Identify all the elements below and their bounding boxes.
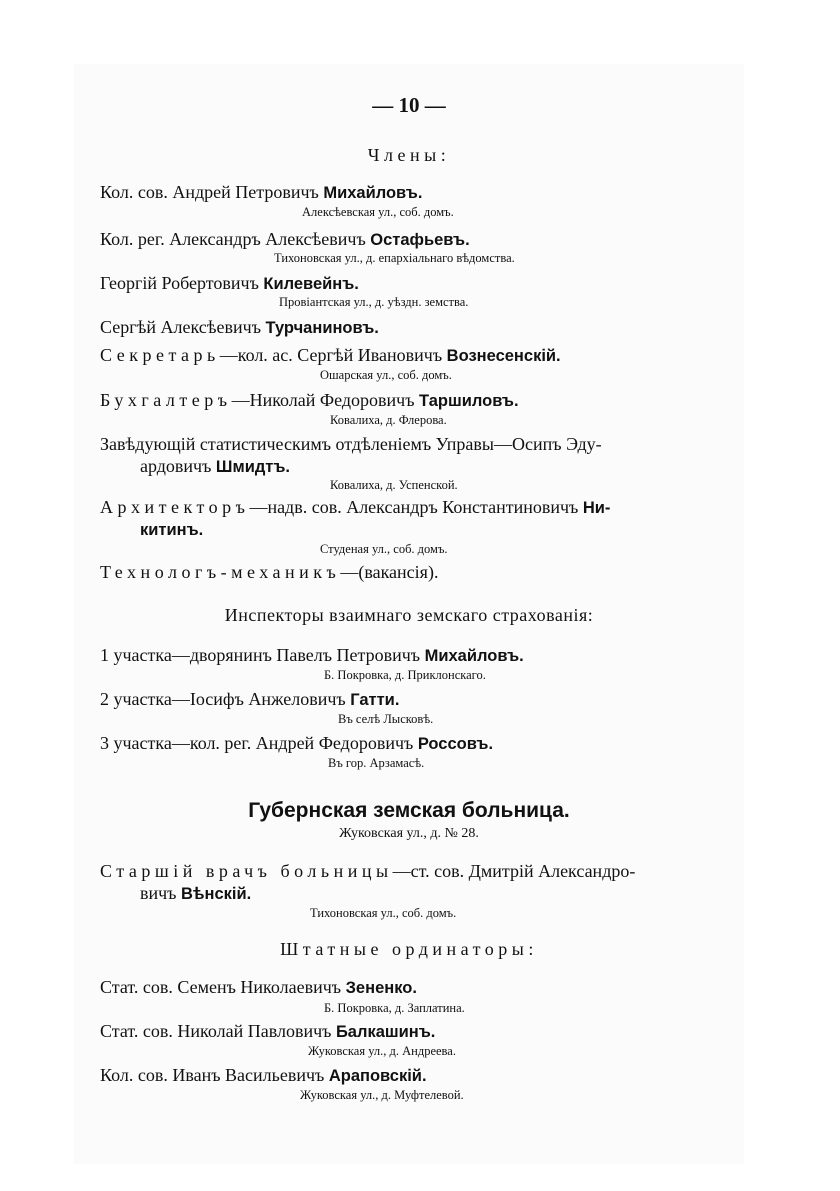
member-surname: Килевейнъ. [263,275,359,293]
statistics-entry-line1: Завѣдующій статистическимъ отдѣленіемъ Управы—Осипъ Эду- [100,434,602,454]
staff-heading: Штатные ординаторы: [280,939,538,959]
member-entry: Сергѣй Алексѣевичъ Турчаниновъ. [100,317,379,337]
staff-surname: Араповскій. [328,1067,427,1085]
technologist-entry: Технологъ-механикъ—(вакансія). [100,562,439,582]
chief-doctor-entry: Старшій врачъ больницы—ст. сов. Дмитрій Александро- [100,861,636,881]
staff-surname: Зененко. [345,979,417,997]
staff-address: Жуковская ул., д. Муфтелевой. [300,1088,464,1102]
member-address: Провіантская ул., д. уѣздн. земства. [279,295,469,309]
member-surname: Михайловъ. [323,184,423,202]
secretary-address: Ошарская ул., соб. домъ. [320,368,452,382]
accountant-address: Ковалиха, д. Флерова. [330,413,447,427]
staff-entry: Кол. сов. Иванъ Васильевичъ Араповскій. [100,1065,427,1085]
member-entry: Георгій Робертовичъ Килевейнъ. [100,273,359,293]
statistics-address: Ковалиха, д. Успенской. [330,478,458,492]
staff-entry: Стат. сов. Николай Павловичъ Балкашинъ. [100,1021,436,1041]
staff-entry: Стат. сов. Семенъ Николаевичъ Зененко. [100,977,417,997]
accountant-entry: Бухгалтеръ—Николай Федоровичъ Таршиловъ. [100,390,519,410]
member-surname: Турчаниновъ. [265,319,379,337]
architect-address: Студеная ул., соб. домъ. [320,542,448,556]
inspector-entry: 2 участка—Іосифъ Анжеловичъ Гатти. [100,689,400,709]
members-heading: Члены: [367,145,451,165]
secretary-surname: Вознесенскій. [446,347,561,365]
accountant-surname: Таршиловъ. [419,392,519,410]
inspector-surname: Гатти. [350,691,400,709]
member-entry: Кол. сов. Андрей Петровичъ Михайловъ. [100,182,423,202]
chief-doctor-line2: вичъ Вѣнскій. [140,883,252,903]
architect-surname-cont: китинъ. [140,521,204,539]
inspectors-heading: Инспекторы взаимнаго земскаго страхованія: [224,605,594,625]
chief-doctor-address: Тихоновская ул., соб. домъ. [310,906,457,920]
statistics-entry-line2: ардовичъ Шмидтъ. [140,456,291,476]
member-surname: Остафьевъ. [370,231,470,249]
inspector-entry: 1 участка—дворянинъ Павелъ Петровичъ Михайловъ. [100,645,524,665]
page-number: — 10 — [372,93,446,117]
document-page [74,64,744,1164]
architect-surname: Ни- [582,499,611,517]
chief-doctor-surname: Вѣнскій. [181,885,252,903]
member-address: Тихоновская ул., д. епархіальнаго вѣдомства. [274,251,515,265]
staff-surname: Балкашинъ. [335,1023,436,1041]
inspector-surname: Михайловъ. [424,647,524,665]
hospital-address: Жуковская ул., д. № 28. [339,826,479,841]
hospital-title: Губернская земская больница. [248,799,570,822]
statistics-surname: Шмидтъ. [215,458,291,476]
staff-address: Жуковская ул., д. Андреева. [308,1044,456,1058]
inspector-entry: 3 участка—кол. рег. Андрей Федоровичъ Россовъ. [100,733,494,753]
member-address: Алексѣевская ул., соб. домъ. [302,205,454,219]
inspector-address: Въ гор. Арзамасѣ. [328,756,425,770]
inspector-address: Въ селѣ Лысковѣ. [338,712,434,726]
inspector-address: Б. Покровка, д. Приклонскаго. [324,668,486,682]
member-entry: Кол. рег. Александръ Алексѣевичъ Остафьевъ. [100,229,470,249]
staff-address: Б. Покровка, д. Заплатина. [324,1001,465,1015]
architect-entry: Архитекторъ—надв. сов. Александръ Константиновичъ Ни- [100,497,611,517]
secretary-entry: Секретарь—кол. ас. Сергѣй Ивановичъ Вознесенскій. [100,345,561,365]
inspector-surname: Россовъ. [417,735,494,753]
